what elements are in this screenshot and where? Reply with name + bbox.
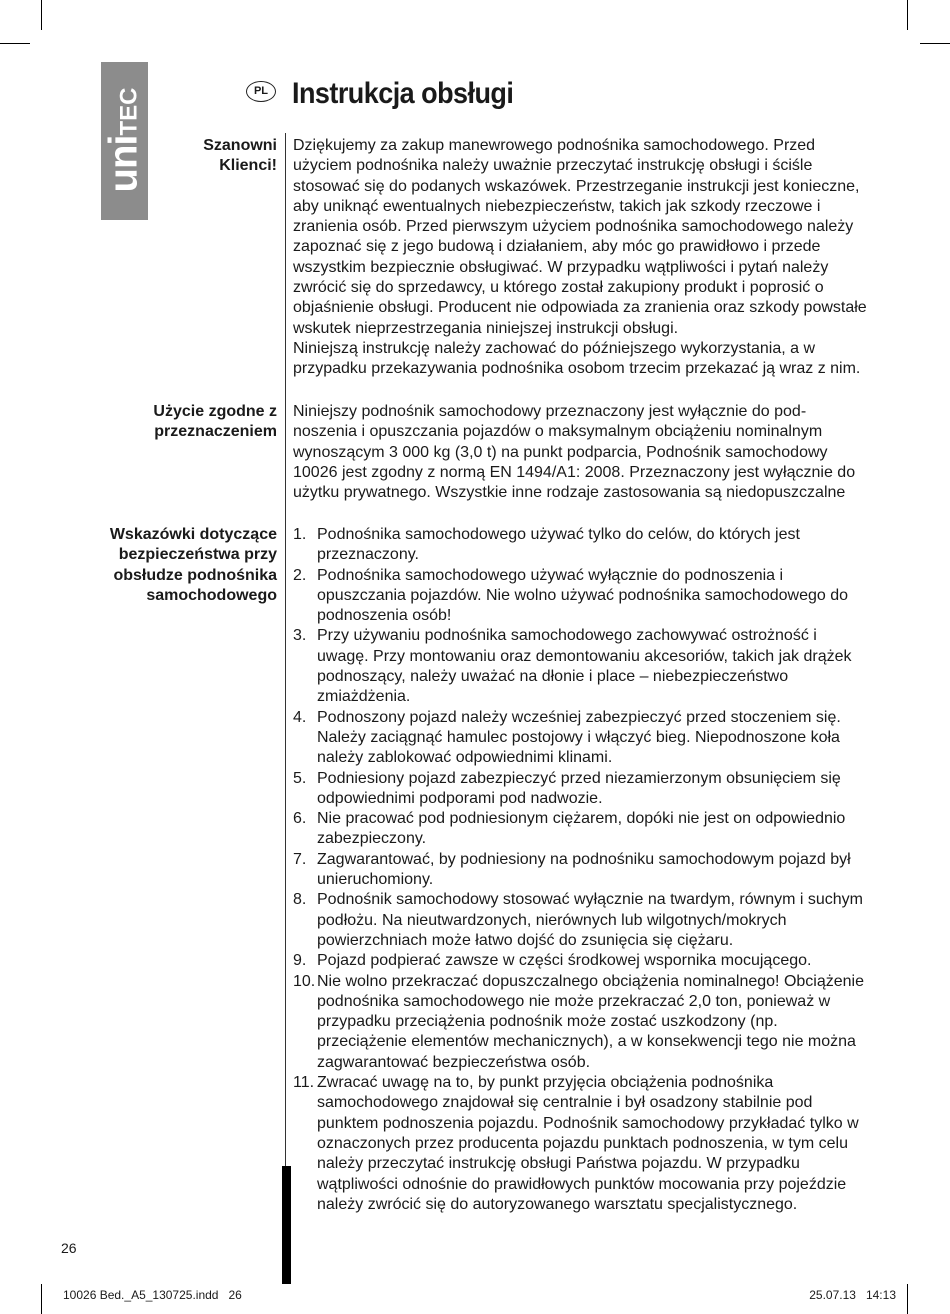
paragraph: Niniejszy podnośnik samochodowy przeznaczony jest wyłącznie do pod-noszenia i opuszczania pojazdów o maksymalnym obciążeniu nominalnym wynoszącym 3 000 kg (3,0 t) na punkt podparcia, Podnośnik samochodowy 10026 jest zgodny z normą EN 1494/A1: 2008. Przeznaczony jest wyłącznie do użytku prywatnego. Wszystkie inne rodzaje zastosowania są niedopuszczalne — [293, 403, 856, 502]
page-title: Instrukcja obsługi — [292, 77, 514, 110]
list-item: 8. Podnośnik samochodowy stosować wyłącznie na twardym, równym i suchym podłożu. Na nieutwardzonych, nierównych lub wilgotnych/mokrych powierzchniach może łatwo dojść do zsunięcia się ciężaru. — [293, 891, 863, 949]
list-item: 11. Zwracać uwagę na to, by punkt przyjęcia obciążenia podnośnika samochodowego znajdował się centralnie i był osadzony stabilnie pod punktem podnoszenia pojazdu. Podnośnik samochodowy przykładać tylko w oznaczonych przez producenta pojazdu punktach podnoszenia, w tym celu należy przeczytać instrukcję obsługi Państwa pojazdu. W przypadku wątpliwości odnośnie do prawidłowych punktów mocowania przy pojeździe należy zwrócić się do autoryzowanego warsztatu specjalistycznego. — [293, 1074, 859, 1213]
list-item: 2. Podnośnika samochodowego używać wyłącznie do podnoszenia i opuszczania pojazdów. Nie wolno używać podnośnika samochodowego do podnoszenia osób! — [293, 566, 848, 625]
crop-mark — [41, 1284, 42, 1314]
print-slug-date: 25.07.13 14:13 — [809, 1288, 896, 1302]
crop-mark — [907, 0, 908, 30]
crop-mark — [41, 0, 42, 30]
section-heading-greeting: Szanowni Klienci! — [203, 137, 277, 175]
safety-list — [293, 525, 868, 1215]
section-body-greeting — [293, 136, 868, 380]
crop-mark — [907, 1284, 908, 1314]
language-badge: PL — [246, 81, 276, 102]
section-heading-safety: Wskazówki dotyczące bezpieczeństwa przy obsłudze podnośnika samochodowego — [109, 526, 277, 604]
list-item: 6. Nie pracować pod podniesionym ciężarem, dopóki nie jest on odpowiednio zabezpieczony. — [293, 810, 846, 848]
column-divider — [285, 133, 286, 1168]
list-item: 7. Zagwarantować, by podniesiony na podnośniku samochodowym pojazd był unieruchomiony. — [293, 850, 851, 889]
section-body-intended-use — [293, 402, 868, 503]
list-item: 1. Podnośnika samochodowego używać tylko do celów, do których jest przeznaczony. — [293, 526, 800, 564]
page-number: 26 — [61, 1240, 77, 1256]
list-item: 3. Przy używaniu podnośnika samochodowego zachowywać ostrożność i uwagę. Przy montowaniu oraz demontowaniu akcesoriów, takich jak drążek podnoszący, należy uważać na dłonie i place – niebezpieczeństwo zmiażdżenia. — [293, 627, 852, 706]
print-slug-file: 10026 Bed._A5_130725.indd 26 — [63, 1288, 242, 1302]
list-item: 5. Podniesiony pojazd zabezpieczyć przed niezamierzonym obsunięciem się odpowiednimi podporami pod nadwozie. — [293, 769, 841, 807]
list-item: 9. Pojazd podpierać zawsze w części środkowej wspornika mocującego. — [293, 952, 812, 970]
brand-logo-text: uniTEC — [101, 87, 146, 193]
crop-mark — [0, 43, 30, 44]
paragraph: Dziękujemy za zakup manewrowego podnośnika samochodowego. Przed użyciem podnośnika należy uważnie przeczytać instrukcję obsługi i ściśle stosować się do podanych wskazówek. Przestrzeganie instrukcji jest konieczne, aby uniknąć ewentualnych niebezpieczeństw, takich jak szkody rzeczowe i zranienia osób. Przed pierwszym użyciem podnośnika samochodowego należy zapoznać się z jego budową i działaniem, aby móc go prawidłowo i przede wszystkim bezpiecznie obsługiwać. W przypadku wątpliwości i pytań należy zwrócić się do sprzedawcy, u którego został zakupiony produkt i poprosić o objaśnienie obsługi. Producent nie odpowiada za zranienia oraz szkody powstałe wskutek nieprzestrzegania niniejszej instrukcji obsługi. — [293, 137, 867, 337]
section-heading-intended-use: Użycie zgodne z przeznaczeniem — [153, 403, 277, 441]
column-divider-bar — [282, 1166, 291, 1284]
list-item: 10. Nie wolno przekraczać dopuszczalnego obciążenia nominalnego! Obciążenie podnośnika samochodowego nie może przekraczać 2,0 ton, ponieważ w przypadku przeciążenia podnośnik może zostać uszkodzony (np. przeciążenie elementów mechanicznych), a w konsekwencji tego nie można zagwarantować bezpieczeństwa osób. — [293, 972, 864, 1071]
crop-mark — [920, 43, 950, 44]
list-item: 4. Podnoszony pojazd należy wcześniej zabezpieczyć przed stoczeniem się. Należy zaciągnąć hamulec postojowy i włączyć bieg. Niepodnoszone koła należy zablokować odpowiednimi klinami. — [293, 708, 841, 767]
paragraph: Niniejszą instrukcję należy zachować do późniejszego wykorzystania, a w przypadku przekazywania podnośnika osobom trzecim przekazać ją wraz z nim. — [293, 339, 861, 378]
